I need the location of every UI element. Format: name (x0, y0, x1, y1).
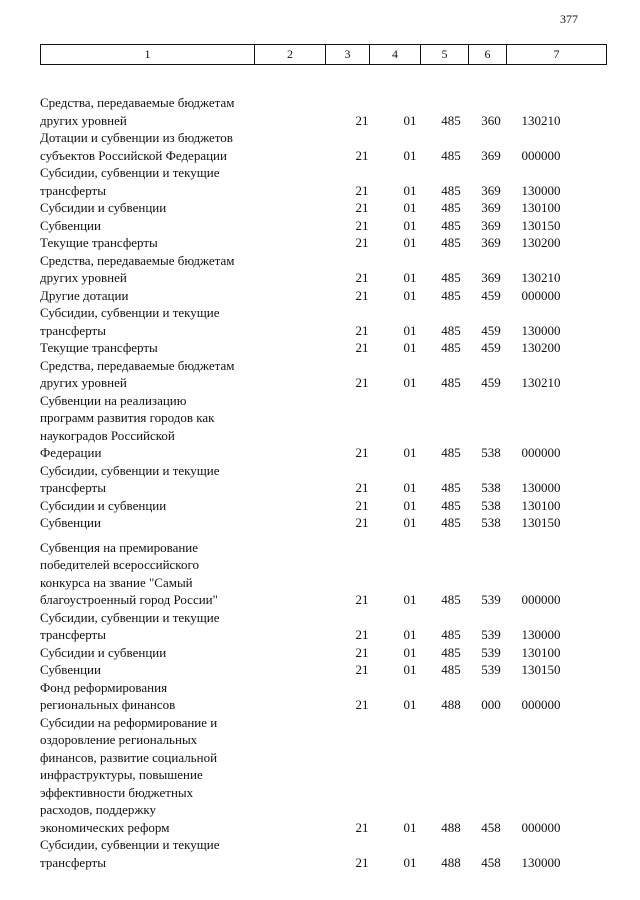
row-code-c4: 01 (403, 592, 417, 607)
row-code-c6: 539 (481, 592, 501, 607)
row-code-c3: 21 (355, 217, 369, 233)
row-code-c6: 459 (481, 340, 501, 355)
row-code-c3: 21 (355, 854, 369, 870)
header-col-1: 1 (41, 45, 255, 64)
row-code-c5: 485 (441, 515, 461, 530)
header-col-6: 6 (469, 45, 507, 64)
row-code-c5: 485 (441, 112, 461, 128)
row-code-c5: 485 (441, 644, 461, 660)
table-row (0, 609, 640, 644)
row-description: Субсидии, субвенции и текущие трансферты (40, 609, 220, 642)
row-code-c4: 01 (403, 854, 417, 870)
row-code-c5: 485 (441, 375, 461, 390)
row-code-c4: 01 (403, 644, 417, 660)
row-code-c5: 485 (441, 182, 461, 198)
row-description: Субвенции (40, 515, 101, 530)
row-code-c3: 21 (355, 497, 369, 513)
row-code-c6: 360 (481, 112, 501, 128)
row-description: Субсидии и субвенции (40, 644, 167, 660)
row-code-c5: 485 (441, 480, 461, 495)
row-code-c5: 485 (441, 662, 461, 677)
header-col-7: 7 (553, 47, 560, 61)
row-code-c7: 000000 (521, 147, 561, 163)
row-code-c6: 369 (481, 182, 501, 198)
header-col-2: 2 (255, 45, 326, 64)
row-description: Текущие трансферты (40, 340, 158, 355)
row-code-c5: 485 (441, 592, 461, 607)
row-code-c4: 01 (403, 217, 417, 233)
row-description: Субсидии, субвенции и текущие трансферты (40, 837, 220, 870)
row-code-c4: 01 (403, 182, 417, 198)
row-code-c3: 21 (355, 662, 369, 677)
row-description: Субсидии, субвенции и текущие трансферты (40, 305, 220, 338)
row-code-c6: 538 (481, 497, 501, 513)
row-code-c6: 538 (481, 515, 501, 530)
row-code-c7: 130210 (521, 270, 561, 285)
page-number: 377 (560, 12, 578, 26)
row-description: Субсидии, субвенции и текущие трансферты (40, 165, 220, 198)
row-code-c7: 130000 (521, 627, 561, 642)
header-col-5: 5 (421, 45, 469, 64)
row-code-c4: 01 (403, 497, 417, 513)
row-code-c6: 539 (481, 644, 501, 660)
row-code-c6: 538 (481, 480, 501, 495)
row-code-c4: 01 (403, 112, 417, 128)
row-code-c3: 21 (355, 515, 369, 530)
row-code-c7: 130000 (521, 182, 561, 198)
row-code-c4: 01 (403, 270, 417, 285)
row-code-c5: 488 (441, 819, 461, 835)
row-code-c7: 130100 (521, 200, 561, 215)
row-code-c3: 21 (355, 375, 369, 390)
row-code-c4: 01 (403, 515, 417, 530)
row-code-c5: 488 (441, 697, 461, 712)
row-code-c6: 369 (481, 235, 501, 250)
row-code-c4: 01 (403, 287, 417, 303)
row-code-c6: 458 (481, 854, 501, 870)
row-code-c4: 01 (403, 200, 417, 215)
row-code-c4: 01 (403, 340, 417, 355)
row-description: Субвенция на премирование победителей всероссийского конкурса на звание "Самый благоустроенный город России" (40, 539, 218, 607)
row-code-c7: 130210 (521, 375, 561, 390)
table-body (0, 94, 640, 871)
table-row (0, 252, 640, 287)
row-code-c3: 21 (355, 480, 369, 495)
row-description: Средства, передаваемые бюджетам других уровней (40, 252, 235, 285)
row-code-c4: 01 (403, 662, 417, 677)
row-code-c5: 485 (441, 627, 461, 642)
row-code-c6: 459 (481, 375, 501, 390)
row-code-c7: 000000 (521, 287, 561, 303)
row-code-c5: 485 (441, 217, 461, 233)
header-col-4: 4 (370, 45, 421, 64)
row-code-c5: 485 (441, 497, 461, 513)
row-code-c7: 130200 (521, 340, 561, 355)
row-code-c5: 485 (441, 322, 461, 338)
row-code-c7: 130100 (521, 497, 561, 513)
row-code-c5: 485 (441, 147, 461, 163)
table-row (0, 462, 640, 497)
row-code-c3: 21 (355, 235, 369, 250)
row-code-c3: 21 (355, 445, 369, 460)
table-row (0, 234, 640, 252)
row-code-c6: 369 (481, 270, 501, 285)
row-description: Другие дотации (40, 287, 129, 303)
table-row (0, 836, 640, 871)
row-code-c6: 000 (481, 697, 501, 712)
row-code-c7: 130150 (521, 515, 561, 530)
row-code-c7: 000000 (521, 592, 561, 607)
row-code-c6: 459 (481, 322, 501, 338)
table-row (0, 679, 640, 714)
row-description: Фонд реформирования региональных финансов (40, 679, 176, 712)
row-description: Текущие трансферты (40, 235, 158, 250)
header-col-3: 3 (326, 45, 370, 64)
table-row (0, 217, 640, 235)
row-description: Субсидии и субвенции (40, 497, 167, 513)
row-code-c3: 21 (355, 270, 369, 285)
row-code-c7: 000000 (521, 697, 561, 712)
row-code-c3: 21 (355, 592, 369, 607)
table-row (0, 539, 640, 609)
row-code-c4: 01 (403, 627, 417, 642)
table-row (0, 661, 640, 679)
row-code-c7: 130150 (521, 662, 561, 677)
row-description: Субсидии на реформирование и оздоровление региональных финансов, развитие социальной инфраструктуры, повышение эффективности бюджетных расходов, поддержку экономических реформ (40, 714, 218, 835)
row-code-c6: 369 (481, 217, 501, 233)
row-code-c7: 130000 (521, 480, 561, 495)
row-code-c7: 130000 (521, 854, 561, 870)
row-description: Средства, передаваемые бюджетам других уровней (40, 357, 235, 390)
table-row (0, 357, 640, 392)
row-code-c5: 485 (441, 235, 461, 250)
table-row (0, 644, 640, 662)
table-row (0, 392, 640, 462)
row-code-c3: 21 (355, 147, 369, 163)
table-row (0, 514, 640, 532)
row-code-c3: 21 (355, 112, 369, 128)
row-code-c5: 485 (441, 340, 461, 355)
row-code-c5: 485 (441, 200, 461, 215)
row-code-c5: 485 (441, 287, 461, 303)
table-row (0, 339, 640, 357)
row-description: Средства, передаваемые бюджетам других уровней (40, 95, 235, 128)
table-row (0, 304, 640, 339)
row-code-c4: 01 (403, 322, 417, 338)
table-header (40, 44, 607, 65)
table-row (0, 287, 640, 305)
row-code-c4: 01 (403, 235, 417, 250)
table-row (0, 497, 640, 515)
row-description: Дотации и субвенции из бюджетов субъектов Российской Федерации (40, 130, 233, 163)
row-code-c3: 21 (355, 287, 369, 303)
row-description: Субсидии, субвенции и текущие трансферты (40, 462, 220, 495)
table-row (0, 714, 640, 837)
row-code-c3: 21 (355, 697, 369, 712)
row-code-c3: 21 (355, 627, 369, 642)
row-code-c3: 21 (355, 322, 369, 338)
table-row (0, 199, 640, 217)
table-row (0, 129, 640, 164)
row-description: Субсидии и субвенции (40, 200, 167, 215)
row-code-c7: 130200 (521, 235, 561, 250)
row-code-c6: 459 (481, 287, 501, 303)
row-code-c7: 000000 (521, 819, 561, 835)
row-description: Субвенции (40, 217, 101, 233)
table-row (0, 94, 640, 129)
row-description: Субвенции (40, 662, 101, 677)
row-description: Субвенции на реализацию программ развития городов как наукоградов Российской Федерации (40, 392, 215, 460)
table-row (0, 164, 640, 199)
row-code-c5: 485 (441, 270, 461, 285)
row-code-c6: 369 (481, 147, 501, 163)
row-code-c3: 21 (355, 340, 369, 355)
row-code-c3: 21 (355, 644, 369, 660)
row-code-c5: 488 (441, 854, 461, 870)
row-code-c6: 458 (481, 819, 501, 835)
row-code-c5: 485 (441, 445, 461, 460)
row-code-c7: 130210 (521, 112, 561, 128)
row-code-c3: 21 (355, 200, 369, 215)
row-code-c4: 01 (403, 697, 417, 712)
row-code-c7: 130100 (521, 644, 561, 660)
row-code-c4: 01 (403, 819, 417, 835)
row-code-c6: 538 (481, 445, 501, 460)
row-code-c3: 21 (355, 819, 369, 835)
row-code-c4: 01 (403, 147, 417, 163)
row-code-c7: 000000 (521, 445, 561, 460)
row-code-c7: 130000 (521, 322, 561, 338)
row-code-c7: 130150 (521, 217, 561, 233)
row-code-c4: 01 (403, 480, 417, 495)
row-code-c4: 01 (403, 375, 417, 390)
row-code-c6: 539 (481, 662, 501, 677)
row-code-c3: 21 (355, 182, 369, 198)
row-code-c6: 539 (481, 627, 501, 642)
row-code-c6: 369 (481, 200, 501, 215)
row-code-c4: 01 (403, 445, 417, 460)
